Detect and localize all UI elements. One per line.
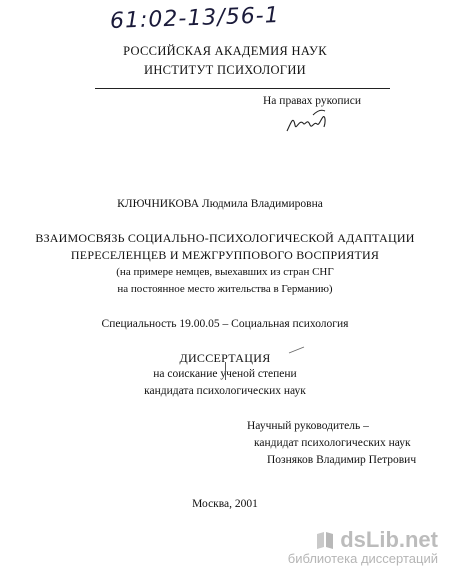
dissertation-heading: ДИССЕРТАЦИЯ xyxy=(179,351,271,365)
handwritten-signature xyxy=(283,105,333,139)
book-logo-icon xyxy=(314,529,336,551)
specialty: Специальность 19.00.05 – Социальная психология xyxy=(101,318,349,330)
watermark-subtitle: библиотека диссертаций xyxy=(287,551,438,566)
dissertation-degree-line-1: на соискание ученой степени xyxy=(153,368,297,380)
organization-line-2: ИНСТИТУТ ПСИХОЛОГИИ xyxy=(144,63,306,77)
handwritten-archive-number: 61:02-13/56-1 xyxy=(109,3,281,34)
rights-note: На правах рукописи xyxy=(263,95,361,107)
watermark xyxy=(288,527,438,566)
header-divider xyxy=(95,88,390,89)
watermark-logo-text: dsLib.net xyxy=(340,527,438,552)
title-line-3: (на примере немцев, выехавших из стран СНГ xyxy=(116,266,334,278)
author-name: КЛЮЧНИКОВА Людмила Владимировна xyxy=(117,198,323,210)
dissertation-degree-line-2: кандидата психологических наук xyxy=(144,385,306,397)
title-line-4: на постоянное место жительства в Германию) xyxy=(117,283,333,295)
supervisor-degree: кандидат психологических наук xyxy=(254,437,411,449)
supervisor-label: Научный руководитель – xyxy=(247,420,369,432)
title-line-1: ВЗАИМОСВЯЗЬ СОЦИАЛЬНО-ПСИХОЛОГИЧЕСКОЙ АДАПТАЦИИ xyxy=(35,231,415,245)
supervisor-name: Позняков Владимир Петрович xyxy=(267,454,417,466)
organization-line-1: РОССИЙСКАЯ АКАДЕМИЯ НАУК xyxy=(123,44,327,58)
pen-mark-vertical xyxy=(225,362,226,380)
title-line-2: ПЕРЕСЕЛЕНЦЕВ И МЕЖГРУППОВОГО ВОСПРИЯТИЯ xyxy=(70,248,380,262)
city-year: Москва, 2001 xyxy=(192,498,258,510)
supervisor-block xyxy=(247,418,447,469)
